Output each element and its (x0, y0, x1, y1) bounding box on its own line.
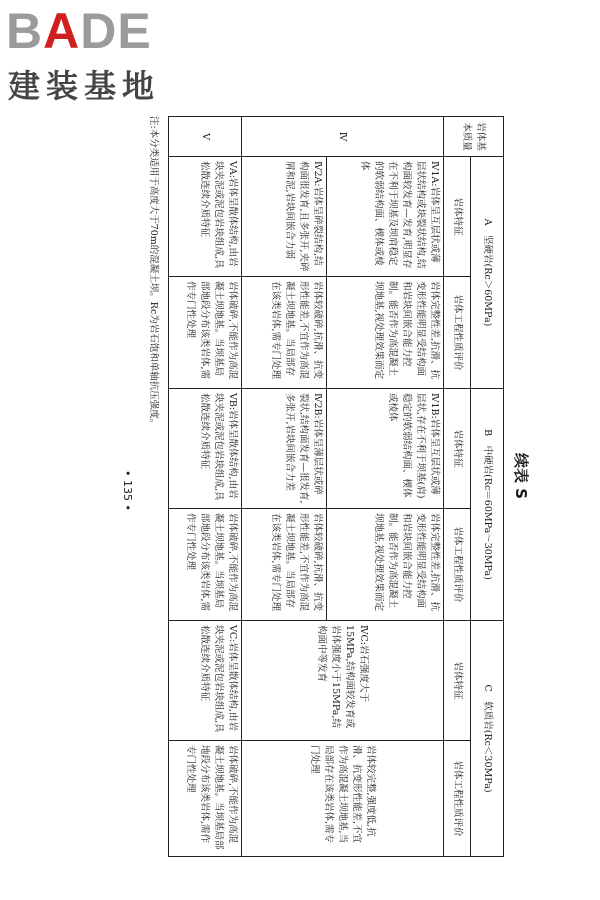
table-cell: 岩体较破碎,抗滑、抗变形性能差,不宜作为高混凝土坝地基。当局部存在该类岩体,需专门处理 (242, 277, 327, 389)
table-cell: Ⅳ1A:岩体呈互层状或薄层状结构或块裂状结构,结构面较发育—发育,明显存在不利于坝基及坝肩稳定的软弱结构面、楔体或棱体 (327, 157, 444, 277)
table-cell: ⅤC:岩体呈散体结构,由岩块夹泥或泥包岩块组成,具松散连续介质特征 (169, 621, 242, 741)
header-col-c: C 软质岩(Rc＜30MPa) (471, 621, 504, 857)
table-cell: Ⅳ2B:岩体呈薄层状或碎裂状,结构面发育—很发育,多张开,岩块间嵌合力差 (242, 389, 327, 509)
table-cell: 岩体较破碎,抗滑、抗变形性能差,不宜作为高混凝土坝地基。当局部存在该类岩体,需专门处理 (242, 509, 327, 621)
rock-classification-table (168, 116, 504, 857)
table-cell: 岩体完整性差,抗滑、抗变形性能明显受结构面和岩块间嵌合能力控制。能否作为高混凝土坝地基,视处理效果而定 (327, 277, 444, 389)
subheader-evaluation: 岩体工程性质评价 (444, 509, 471, 621)
table-cell: ⅣC:岩石强度大于15MPa,结构面较发育或岩体强度小于15MPa,结构面中等发育 (242, 621, 444, 741)
logo-chinese: 建装基地 (8, 67, 161, 105)
subheader-feature: 岩体特征 (444, 157, 471, 277)
subheader-feature: 岩体特征 (444, 621, 471, 741)
subheader-feature: 岩体特征 (444, 389, 471, 509)
table-cell: 岩体破碎,不能作为高混凝土坝地基。当坝基局部地段分布该类岩体,需作专门性处理 (169, 277, 242, 389)
logo (6, 3, 166, 116)
header-col-a: A 坚硬岩(Rc＞60MPa) (471, 157, 504, 389)
table-cell: 岩体破碎,不能作为高混凝土坝地基。当坝基局部地段分布该类岩体,需作专门性处理 (169, 509, 242, 621)
table-subheader-row (444, 117, 471, 857)
grade-cell: Ⅴ (169, 117, 242, 157)
page-number: • 135 • (121, 470, 134, 511)
table-cell: ⅤA:岩体呈散体结构,由岩块夹泥或泥包岩块组成,具松散连续介质特征 (169, 157, 242, 277)
table-cell: 岩体破碎,不能作为高混凝土坝地基。当坝基局部地段分布该类岩体,需作专门性处理 (169, 741, 242, 857)
table-cell: 岩体完整性差,抗滑、抗变形性能明显受结构面和岩块间嵌合能力控制。能否作为高混凝土坝地基,视处理效果而定 (327, 509, 444, 621)
table-cell: 岩体较完整,强度低,抗滑、抗变形性能差,不宜作为高混凝土坝地基,当局部存在该类岩体,需专门处理 (242, 741, 444, 857)
subheader-evaluation: 岩体工程性质评价 (444, 277, 471, 389)
table-row (327, 117, 444, 857)
header-col-b: B 中硬岩(Rc＝60MPa～30MPa) (471, 389, 504, 621)
header-grade: 岩体基本质量 (444, 117, 504, 157)
rotated-page (122, 116, 532, 856)
grade-cell: Ⅳ (242, 117, 444, 157)
logo-wordmark: BADE (6, 3, 152, 59)
table-header-row (471, 117, 504, 857)
table-cell: Ⅳ2A:岩体呈碎裂结构,结构面很发育,且多张开,夹碎屑和泥,岩块间嵌合力弱 (242, 157, 327, 277)
table-row (169, 117, 242, 857)
table-note: 注:本分类适用于高度大于70m的混凝土坝。Rc为岩石饱和单轴抗压强度。 (148, 116, 159, 429)
page-title: 续表 S (512, 452, 530, 500)
table-cell: ⅤB:岩体呈散体结构,由岩块夹泥或泥包岩块组成,具松散连续介质特征 (169, 389, 242, 509)
table-cell: Ⅳ1B:岩体呈互层状或薄层状,存在不利于坝基(肩)稳定的软弱结构面、楔体或棱体 (327, 389, 444, 509)
subheader-evaluation: 岩体工程性质评价 (444, 741, 471, 857)
